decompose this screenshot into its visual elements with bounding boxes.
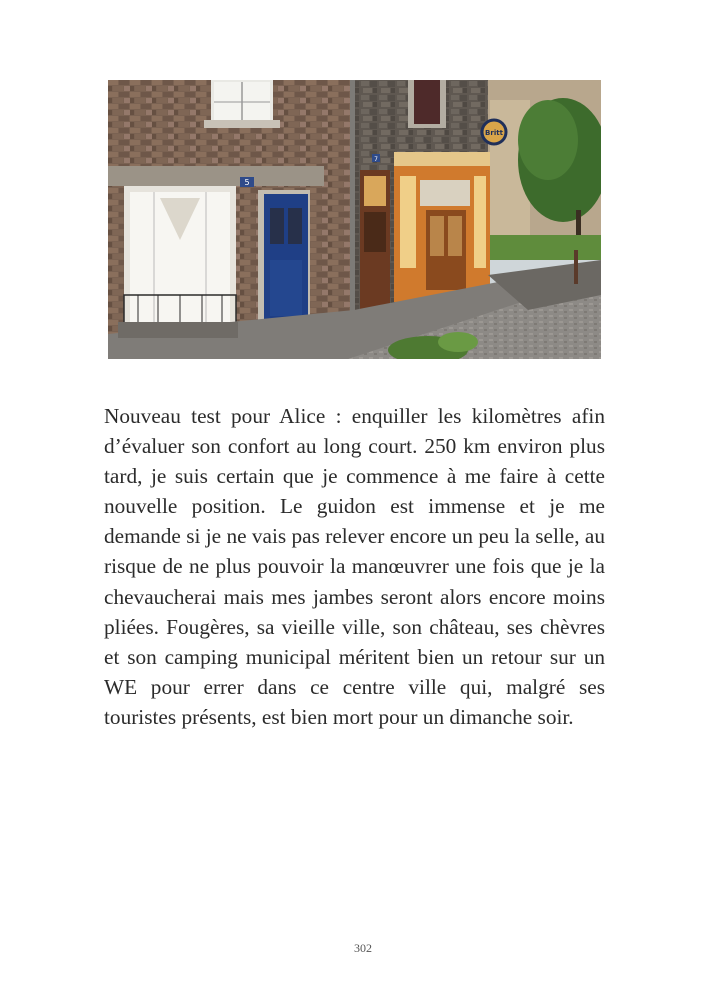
lawn <box>488 235 601 260</box>
street-photo-illustration <box>108 80 601 359</box>
drainpipe <box>350 80 355 312</box>
lintel <box>108 166 324 186</box>
house-number-right: 7 <box>374 156 378 163</box>
body-paragraph: Nouveau test pour Alice : enquiller les kilomètres afin d’évaluer son confort au long court. 250 km environ plus tard, je suis certain que je commence à me faire à cette nouvelle position. Le guidon est immense et je me demande si je ne vais pas relever encore un peu la selle, au risque de ne plus pouvoir la manœuvrer une fois que je la chevaucherai mais mes jambes seront alors encore moins pliées. Fougères, sa vieille ville, son château, ses chèvres et son camping municipal méritent bien un retour sur un WE pour errer dans ce centre ville qui, malgré ses touristes présents, est bien mort pour un dimanche soir. <box>104 404 605 729</box>
sign-text: Britt <box>485 129 503 137</box>
page-number: 302 <box>354 941 372 955</box>
street-photo <box>108 80 601 359</box>
house-number-left: 5 <box>244 178 250 187</box>
